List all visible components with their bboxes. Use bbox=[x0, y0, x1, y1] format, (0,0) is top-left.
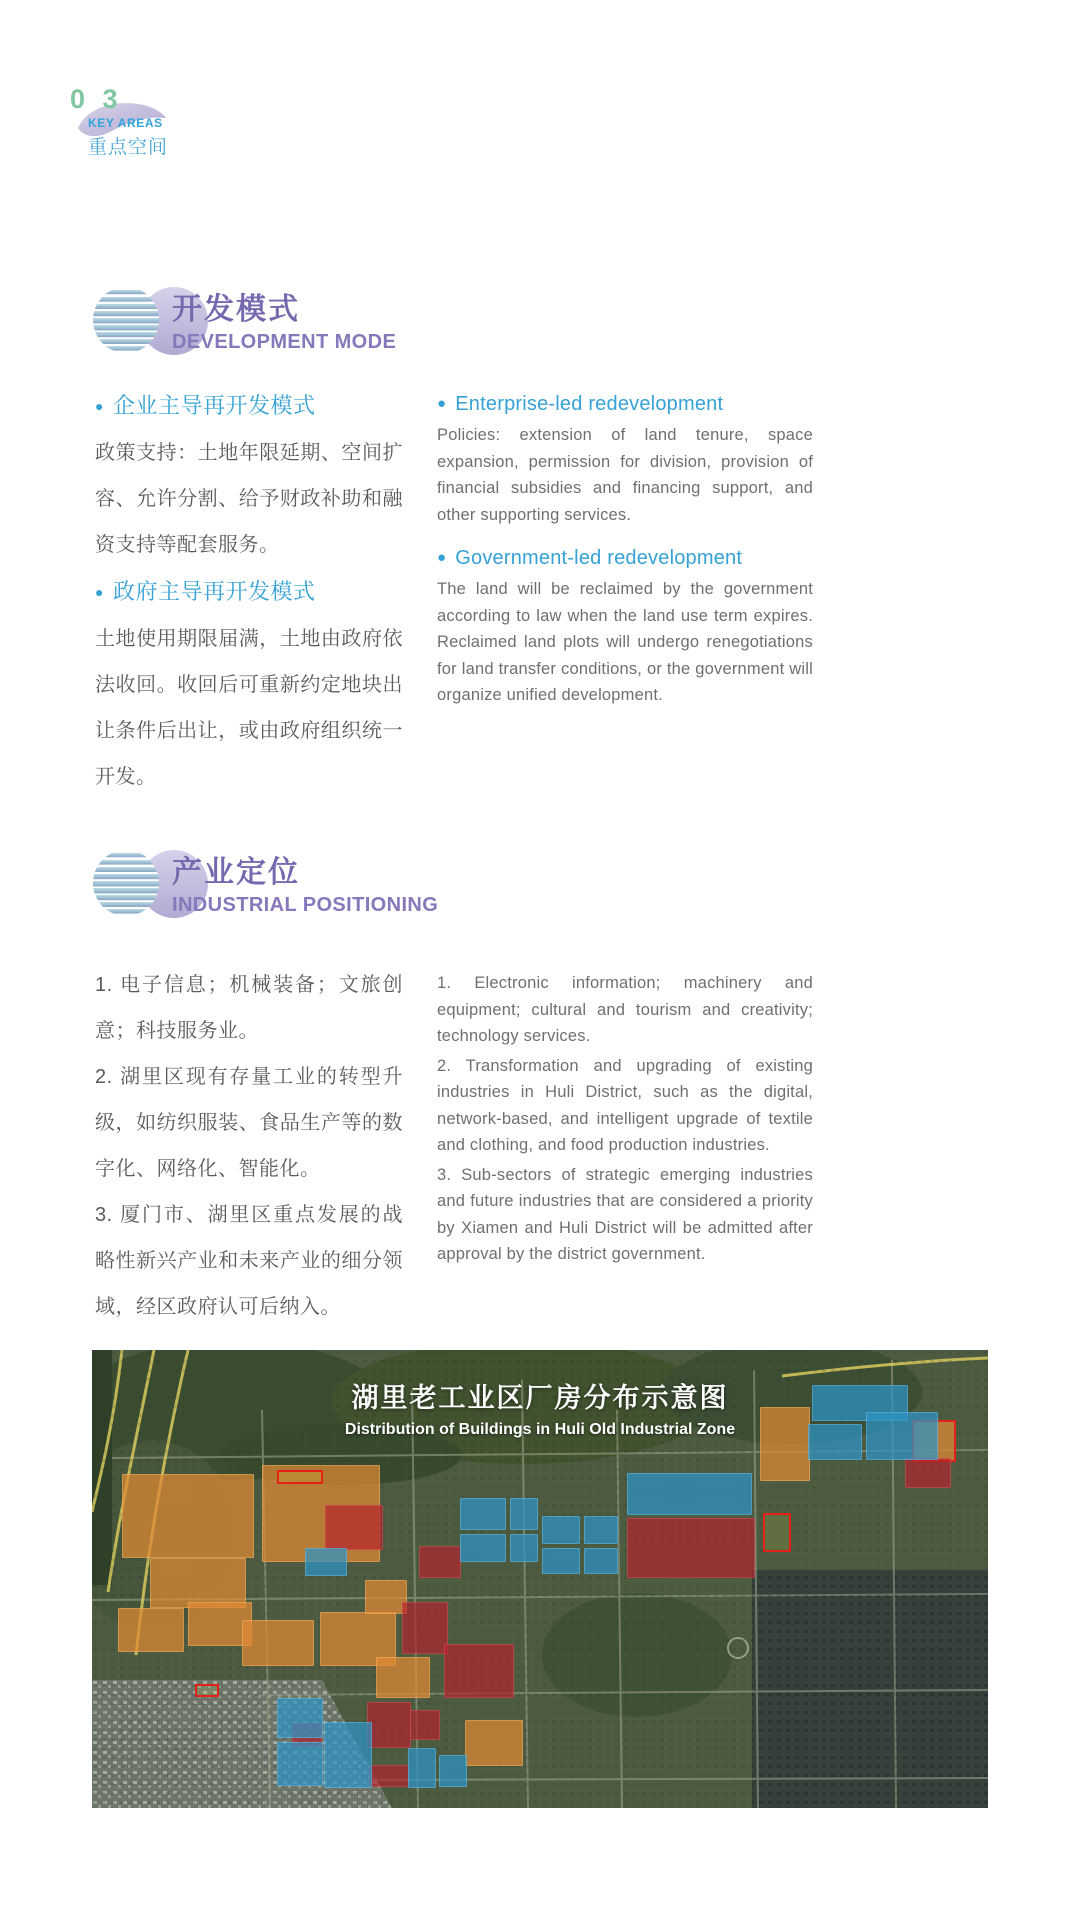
map-zone-blue bbox=[408, 1748, 436, 1788]
map-zone-orange bbox=[465, 1720, 523, 1766]
development-mode-en-column bbox=[437, 388, 813, 712]
numbered-item: 2. Transformation and upgrading of existing industries in Huli District, such as the digital, network-based, and intelligent upgrade of textile and clothing, and food production industries. bbox=[437, 1056, 813, 1154]
map-zone-blue bbox=[305, 1548, 347, 1576]
map-highlight-frame bbox=[277, 1470, 323, 1484]
bullet-dot-icon bbox=[437, 388, 455, 420]
numbered-item: 3. 厦门市、湖里区重点发展的战略性新兴产业和未来产业的细分领域，经区政府认可后纳入。 bbox=[95, 1204, 403, 1318]
bullet-dot-icon bbox=[95, 568, 113, 616]
map-zone-red bbox=[402, 1602, 448, 1654]
section-title-cn: 开发模式 bbox=[172, 293, 300, 326]
section-header-industrial-positioning bbox=[92, 845, 512, 921]
body-paragraph: The land will be reclaimed by the government according to law when the land use term expires. Reclaimed land plots will undergo renegotiations for land transfer conditions, or the government will organize unified development. bbox=[437, 580, 813, 704]
map-zone-blue bbox=[324, 1722, 372, 1788]
numbered-item: 3. Sub-sectors of strategic emerging industries and future industries that are considered a priority by Xiamen and Huli District will be admitted after approval by the district government. bbox=[437, 1165, 813, 1263]
map-zone-blue bbox=[584, 1548, 618, 1574]
body-paragraph: Policies: extension of land tenure, space expansion, permission for division, provision of financial subsidies and financing support, and other supporting services. bbox=[437, 426, 813, 524]
bullet-dot-icon bbox=[95, 382, 113, 430]
bullet-heading bbox=[437, 542, 813, 574]
body-paragraph: 政策支持：土地年限延期、空间扩容、允许分割、给予财政补助和融资支持等配套服务。 bbox=[95, 442, 403, 556]
map-zone-blue bbox=[866, 1412, 938, 1460]
map-zone-orange bbox=[760, 1407, 810, 1481]
bullet-heading bbox=[95, 568, 403, 616]
map-zone-red bbox=[325, 1505, 383, 1550]
map-zone-blue bbox=[510, 1534, 538, 1562]
map-zone-blue bbox=[277, 1742, 323, 1786]
map-zone-red bbox=[627, 1518, 755, 1578]
map-zone-blue bbox=[460, 1498, 506, 1530]
map-zone-red bbox=[905, 1458, 951, 1488]
development-mode-cn-column bbox=[95, 382, 403, 800]
body-paragraph: 土地使用期限届满，土地由政府依法收回。收回后可重新约定地块出让条件后出让，或由政府组织统一开发。 bbox=[95, 628, 403, 788]
map-zone-blue bbox=[542, 1516, 580, 1544]
map-highlight-frame bbox=[195, 1684, 219, 1697]
page-number: 0 3 bbox=[70, 84, 123, 114]
heading-text: 政府主导再开发模式 bbox=[112, 579, 316, 604]
map-zone-blue bbox=[627, 1473, 752, 1515]
heading-text: Enterprise-led redevelopment bbox=[455, 393, 724, 415]
map-zone-red bbox=[419, 1546, 461, 1578]
section-header-development-mode bbox=[92, 282, 512, 358]
section-title-en: INDUSTRIAL POSITIONING bbox=[172, 894, 439, 916]
map-title-cn: 湖里老工业区厂房分布示意图 bbox=[351, 1383, 729, 1413]
map-zone-blue bbox=[460, 1534, 506, 1562]
map-zone-orange bbox=[242, 1620, 314, 1666]
map-zone-blue bbox=[808, 1424, 862, 1460]
numbered-item: 1. 电子信息；机械装备；文旅创意；科技服务业。 bbox=[95, 974, 403, 1042]
numbered-item: 1. Electronic information; machinery and equipment; cultural and tourism and creativity; technology services. bbox=[437, 974, 813, 1045]
huli-industrial-zone-map bbox=[92, 1350, 988, 1808]
map-zone-orange bbox=[365, 1580, 407, 1614]
map-zone-orange bbox=[118, 1608, 184, 1652]
bullet-heading bbox=[437, 388, 813, 420]
industrial-positioning-en-column bbox=[437, 970, 813, 1271]
industrial-positioning-cn-column bbox=[95, 962, 403, 1330]
map-zone-red bbox=[369, 1765, 409, 1787]
map-zone-blue bbox=[439, 1755, 467, 1787]
section-title-en: DEVELOPMENT MODE bbox=[172, 331, 397, 353]
bullet-dot-icon bbox=[437, 542, 455, 574]
map-zone-blue bbox=[510, 1498, 538, 1530]
page-kicker-cn: 重点空间 bbox=[88, 137, 169, 158]
bullet-heading bbox=[95, 382, 403, 430]
map-zones bbox=[92, 1350, 988, 1808]
map-zone-red bbox=[444, 1644, 514, 1698]
numbered-item: 2. 湖里区现有存量工业的转型升级，如纺织服装、食品生产等的数字化、网络化、智能化。 bbox=[95, 1066, 403, 1180]
map-zone-blue bbox=[277, 1698, 323, 1738]
map-zone-red bbox=[367, 1702, 411, 1748]
page-kicker-en: KEY AREAS bbox=[88, 116, 163, 130]
heading-text: Government-led redevelopment bbox=[455, 547, 743, 569]
map-zone-red bbox=[410, 1710, 440, 1740]
page-header bbox=[70, 84, 290, 158]
map-zone-orange bbox=[376, 1657, 430, 1698]
map-zone-orange bbox=[122, 1474, 254, 1558]
heading-text: 企业主导再开发模式 bbox=[112, 393, 316, 418]
map-title-en: Distribution of Buildings in Huli Old Industrial Zone bbox=[344, 1421, 736, 1438]
map-zone-blue bbox=[584, 1516, 618, 1544]
map-zone-blue bbox=[542, 1548, 580, 1574]
section-title-cn: 产业定位 bbox=[172, 856, 300, 889]
map-highlight-frame bbox=[763, 1513, 791, 1552]
map-zone-orange bbox=[150, 1558, 246, 1608]
